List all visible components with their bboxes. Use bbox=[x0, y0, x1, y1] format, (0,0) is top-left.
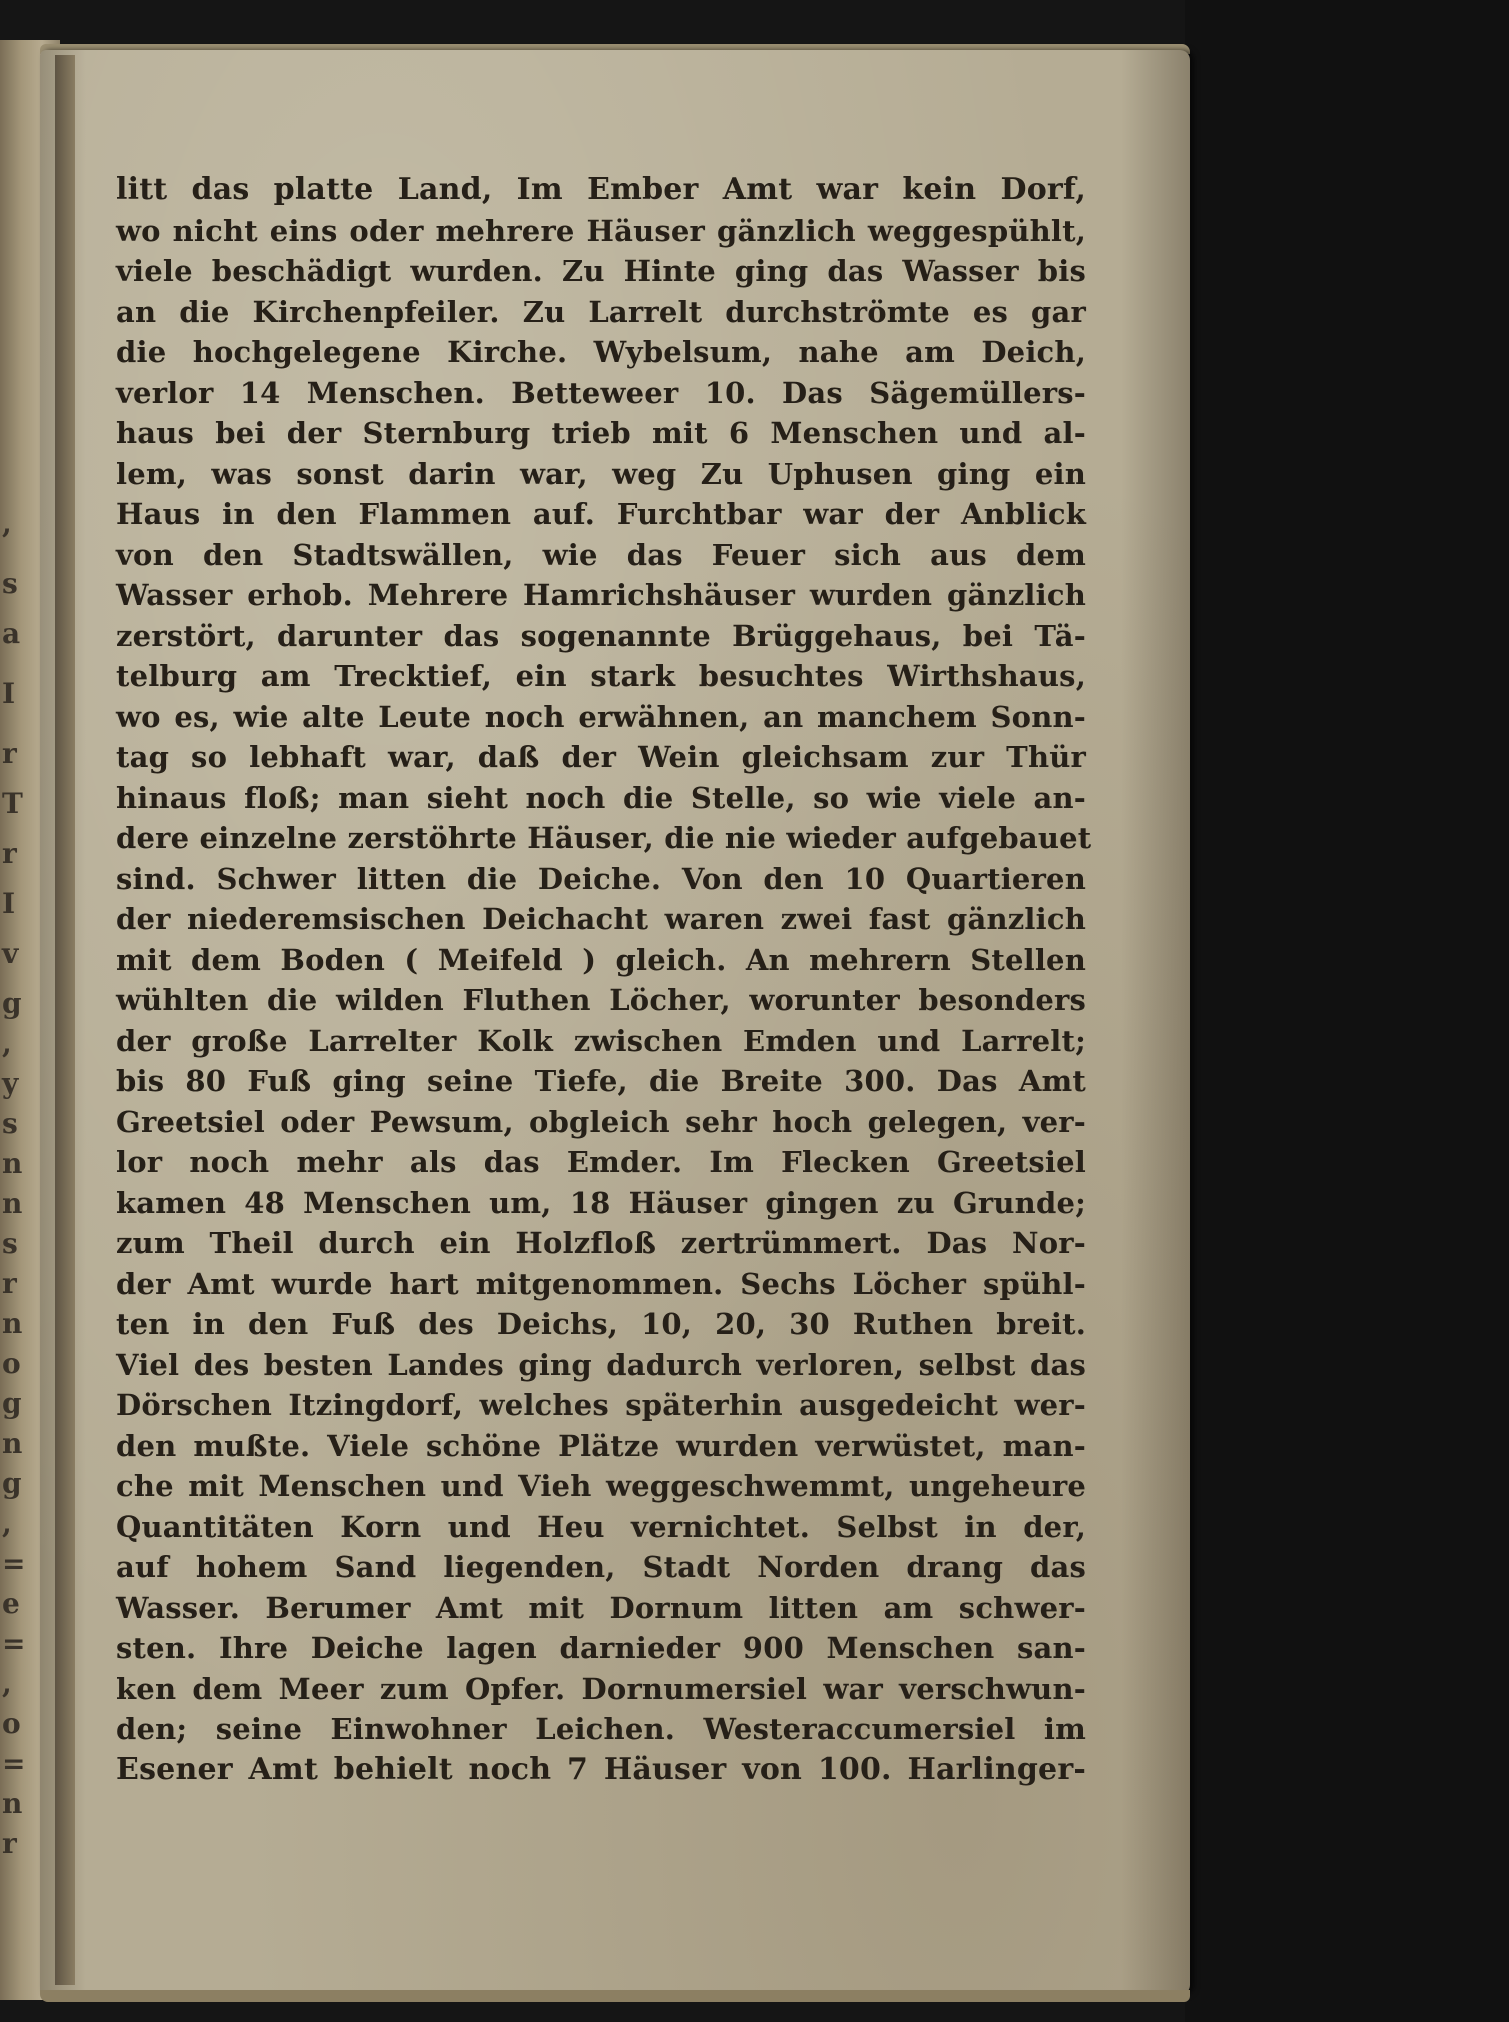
facing-letter: , bbox=[2, 1667, 12, 1700]
facing-letter: = bbox=[2, 1747, 26, 1780]
facing-letter: o bbox=[2, 1347, 21, 1380]
text-line: den mußte. Viele schöne Plätze wurden verwüstet, man- bbox=[116, 1428, 1086, 1463]
facing-letter: v bbox=[2, 937, 19, 970]
text-line: ten in den Fuß des Deichs, 10, 20, 30 Ruthen breit. bbox=[116, 1307, 1086, 1341]
facing-letter: = bbox=[2, 1627, 26, 1660]
text-line: auf hohem Sand liegenden, Stadt Norden drang das bbox=[116, 1550, 1086, 1584]
text-line: Wasser erhob. Mehrere Hamrichshäuser wurden gänzlich bbox=[116, 578, 1086, 612]
facing-letter: r bbox=[2, 1827, 17, 1860]
text-line: der große Larrelter Kolk zwischen Emden und Larrelt; bbox=[116, 1023, 1086, 1058]
text-line: Viel des besten Landes ging dadurch verloren, selbst das bbox=[116, 1347, 1086, 1382]
text-line: kamen 48 Menschen um, 18 Häuser gingen zu Grunde; bbox=[116, 1185, 1086, 1220]
facing-letter: r bbox=[2, 1267, 17, 1300]
book-gutter bbox=[55, 55, 75, 1985]
facing-letter: n bbox=[2, 1427, 23, 1460]
facing-letter: n bbox=[2, 1147, 23, 1180]
text-line: che mit Menschen und Vieh weggeschwemmt, ungeheure bbox=[116, 1469, 1086, 1503]
facing-letter: g bbox=[2, 1467, 22, 1500]
text-line: sind. Schwer litten die Deiche. Von den 10 Quartieren bbox=[116, 861, 1086, 896]
facing-letter: g bbox=[2, 1387, 22, 1420]
text-line: tag so lebhaft war, daß der Wein gleichsam zur Thür bbox=[116, 740, 1086, 774]
text-line: haus bei der Sternburg trieb mit 6 Menschen und al- bbox=[116, 416, 1086, 450]
facing-letter: s bbox=[2, 1107, 18, 1140]
facing-letter: = bbox=[2, 1547, 26, 1580]
facing-letter: n bbox=[2, 1787, 23, 1820]
text-line: Dörschen Itzingdorf, welches späterhin ausgedeicht wer- bbox=[116, 1388, 1086, 1422]
text-line: Quantitäten Korn und Heu vernichtet. Selbst in der, bbox=[116, 1509, 1086, 1544]
text-line: bis 80 Fuß ging seine Tiefe, die Breite 300. Das Amt bbox=[116, 1064, 1086, 1098]
text-line: lor noch mehr als das Emder. Im Flecken Greetsiel bbox=[116, 1145, 1086, 1179]
dark-background bbox=[1185, 0, 1509, 2022]
text-line: telburg am Trecktief, ein stark besuchtes Wirthshaus, bbox=[116, 659, 1086, 693]
facing-letter: r bbox=[2, 737, 17, 770]
text-line: ken dem Meer zum Opfer. Dornumersiel war verschwun- bbox=[116, 1671, 1086, 1706]
text-line: Greetsiel oder Pewsum, obgleich sehr hoch gelegen, ver- bbox=[116, 1104, 1086, 1139]
facing-letter: I bbox=[2, 887, 16, 920]
facing-letter: , bbox=[2, 1027, 12, 1060]
text-line: mit dem Boden ( Meifeld ) gleich. An mehrern Stellen bbox=[116, 942, 1086, 977]
facing-letter: a bbox=[2, 617, 21, 650]
text-line: Wasser. Berumer Amt mit Dornum litten am schwer- bbox=[116, 1590, 1086, 1625]
facing-letter: r bbox=[2, 837, 17, 870]
facing-letter: s bbox=[2, 1227, 18, 1260]
text-line: dere einzelne zerstöhrte Häuser, die nie wieder aufgebauet bbox=[116, 821, 1092, 855]
facing-letter: o bbox=[2, 1707, 21, 1740]
text-line: wo nicht eins oder mehrere Häuser gänzlich weggespühlt, bbox=[116, 213, 1086, 248]
facing-letter: n bbox=[2, 1307, 23, 1340]
text-line: zerstört, darunter das sogenannte Brüggehaus, bei Tä- bbox=[116, 618, 1086, 653]
facing-page-letters bbox=[2, 40, 38, 2000]
facing-letter: I bbox=[2, 677, 16, 710]
facing-letter: y bbox=[2, 1067, 19, 1100]
facing-letter: , bbox=[2, 1507, 12, 1540]
text-line: der niederemsischen Deichacht waren zwei fast gänzlich bbox=[116, 902, 1086, 936]
text-line: an die Kirchenpfeiler. Zu Larrelt durchströmte es gar bbox=[116, 294, 1086, 329]
text-line: sten. Ihre Deiche lagen darnieder 900 Menschen san- bbox=[116, 1631, 1086, 1665]
text-line: verlor 14 Menschen. Betteweer 10. Das Sägemüllers- bbox=[116, 375, 1086, 410]
text-line: hinaus floß; man sieht noch die Stelle, so wie viele an- bbox=[116, 780, 1086, 815]
text-line: der Amt wurde hart mitgenommen. Sechs Löcher spühl- bbox=[116, 1266, 1086, 1301]
facing-letter: e bbox=[2, 1587, 20, 1620]
facing-letter: g bbox=[2, 987, 22, 1020]
text-line: Haus in den Flammen auf. Furchtbar war der Anblick bbox=[116, 497, 1086, 531]
text-line: viele beschädigt wurden. Zu Hinte ging das Wasser bis bbox=[116, 254, 1086, 288]
facing-letter: n bbox=[2, 1187, 23, 1220]
facing-letter: , bbox=[2, 507, 12, 540]
page-text-block bbox=[116, 170, 1092, 1790]
text-line: den; seine Einwohner Leichen. Westeraccumersiel im bbox=[116, 1712, 1086, 1746]
text-line: von den Stadtswällen, wie das Feuer sich aus dem bbox=[116, 537, 1086, 572]
facing-letter: s bbox=[2, 567, 18, 600]
text-line: Esener Amt behielt noch 7 Häuser von 100. Harlinger- bbox=[116, 1751, 1086, 1787]
text-line: litt das platte Land, Im Ember Amt war kein Dorf, bbox=[116, 172, 1086, 207]
text-line: die hochgelegene Kirche. Wybelsum, nahe am Deich, bbox=[116, 335, 1086, 369]
text-line: zum Theil durch ein Holzfloß zertrümmert. Das Nor- bbox=[116, 1226, 1086, 1260]
page-bottom-edge bbox=[40, 1990, 1190, 2002]
text-line: wühlten die wilden Fluthen Löcher, worunter besonders bbox=[116, 983, 1086, 1017]
text-line: lem, was sonst darin war, weg Zu Uphusen ging ein bbox=[116, 456, 1086, 491]
facing-letter: T bbox=[2, 787, 23, 820]
text-line: wo es, wie alte Leute noch erwähnen, an manchem Sonn- bbox=[116, 699, 1086, 734]
